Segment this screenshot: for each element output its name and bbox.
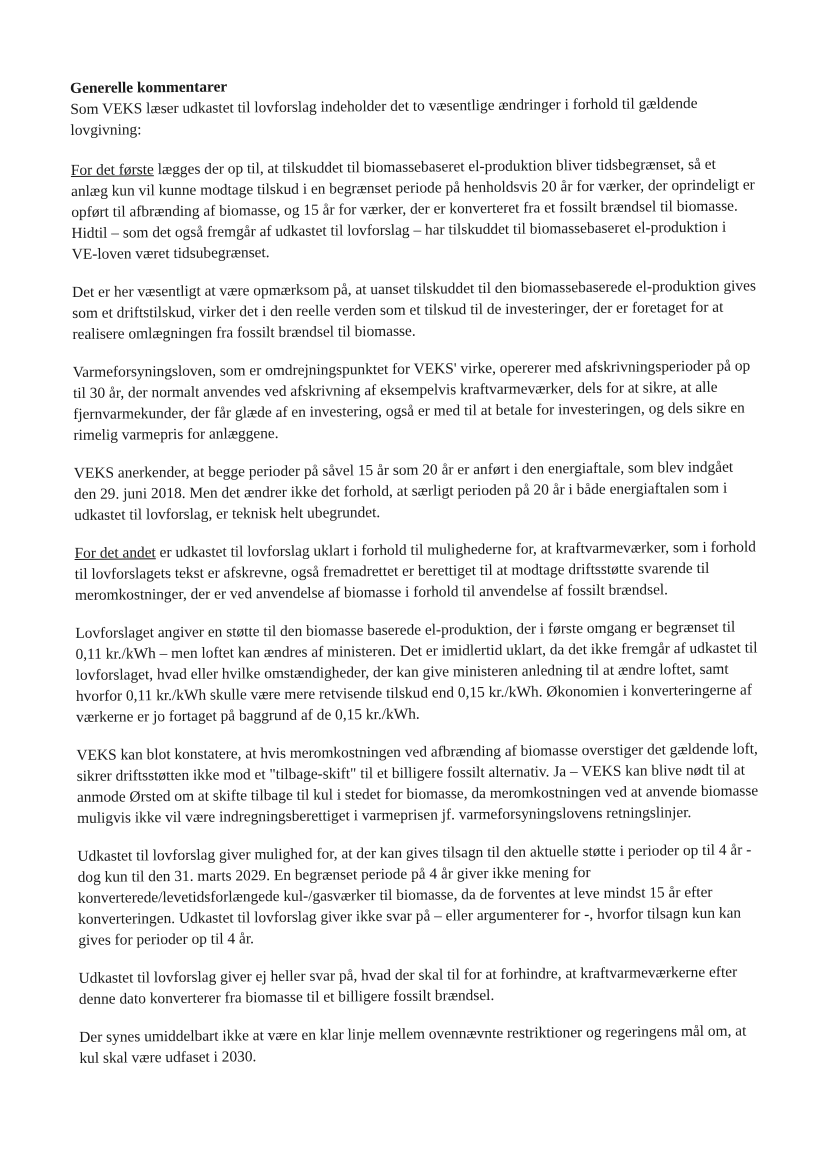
second-point-lead: For det andet	[74, 544, 156, 562]
paragraph-after-date: Udkastet til lovforslag giver ej heller svar på, hvad der skal til for at forhindre, at kraftvarmeværkerne efter denne dato konverterer fra biomasse til et billigere fossilt brændsel.	[78, 963, 738, 1008]
paragraph-fallback-risk: VEKS kan blot konstatere, at hvis meromkostningen ved afbrænding af biomasse overstiger det gældende loft, sikrer driftsstøtten ikke mod et "tilbage-skift" til et billigere fossilt alternativ. Ja – VEKS kan blive nødt til at anmode Ørsted om at skifte tilbage til kul i stedet for biomasse, da meromkostningen ved at anvende biomasse muligvis ikke vil være indregningsberettiget i varmeprisen jf. varmeforsyningslovens retningslinjer.	[76, 740, 759, 827]
section-heading: Generelle kommentarer	[70, 78, 228, 97]
paragraph-coal-phaseout: Der synes umiddelbart ikke at være en klar linje mellem ovennævnte restriktioner og regeringens mål om, at kul skal være udfaset i 2030.	[79, 1022, 747, 1067]
paragraph-energy-agreement: VEKS anerkender, at begge perioder på såvel 15 år som 20 år er anført i den energiaftale, som blev indgået den 29. juni 2018. Men det ændrer ikke det forhold, at særligt perioden på 20 år i både energiaftalen som i udkastet til lovforslag, er teknisk helt ubegrundet.	[73, 458, 734, 524]
paragraph-commitment-period: Udkastet til lovforslag giver mulighed for, at der kan gives tilsagn til den aktuelle støtte i perioder op til 4 år - dog kun til den 31. marts 2029. En begrænset periode på 4 år giver ikke mening for konverterede/levetidsforlængede kul-/gasværker til biomasse, da de forventes at leve mindst 15 år efter konverteringen. Udkastet til lovforslag giver ikke svar på – eller argumenterer for -, hvorfor tilsagn kun kan gives for perioder op til 4 år.	[77, 841, 752, 949]
second-point-text: er udkastet til lovforslag uklart i forhold til mulighederne for, at kraftvarmeværker, som i forhold til lovforslagets tekst er afskrevne, også fremadrettet er berettiget til at modtage driftsstøtte svarende til meromkostninger, der er ved anvendelse af biomasse i forhold til anvendelse af fossilt brændsel.	[74, 538, 756, 604]
paragraph-support-cap: Lovforslaget angiver en støtte til den biomasse baserede el-produktion, der i første omgang er begrænset til 0,11 kr./kWh – men loftet kan ændres af ministeren. Det er imidlertid uklart, da det ikke fremgår af udkastet til lovforslaget, hvad eller hvilke omstændigheder, der kan give ministeren anledning til at ændre loftet, samt hvorfor 0,11 kr./kWh skulle være mere retvisende tilskud end 0,15 kr./kWh. Økonomien i konverteringerne af værkerne er jo fortaget på baggrund af de 0,15 kr./kWh.	[75, 618, 758, 726]
paragraph-operating-subsidy: Det er her væsentligt at være opmærksom på, at uanset tilskuddet til den biomassebaserede el-produktion gives som et driftstilskud, virker det i den reelle verden som et tilskud til de investeringer, der er foretaget for at realisere omlægningen fra fossilt brændsel til biomasse.	[71, 277, 756, 343]
paragraph-heat-supply-act: Varmeforsyningsloven, som er omdrejningspunktet for VEKS' virke, opererer med afskrivningsperioder på op til 30 år, der normalt anvendes ved afskrivning af eksempelvis kraftvarmeværker, dels for at sikre, at alle fjernvarmekunder, der får glæde af en investering, også er med til at betale for investeringen, og dels sikre en rimelig varmepris for anlæggene.	[72, 357, 751, 444]
document-page	[70, 71, 764, 1086]
paragraph-second-point	[74, 536, 759, 606]
first-point-lead: For det første	[70, 161, 154, 179]
intro-paragraph: Som VEKS læser udkastet til lovforslag indeholder det to væsentlige ændringer i forhold til gældende lovgivning:	[70, 94, 698, 139]
first-point-text: lægges der op til, at tilskuddet til biomassebaseret el-produktion bliver tidsbegrænset, så et anlæg kun vil kunne modtage tilskud i en begrænset periode på henholdsvis 20 år for værker, der oprindeligt er opført til afbrænding af biomasse, og 15 år for værker, der er konverteret fra et fossilt brændsel til biomasse. Hidtil – som det også fremgår af udkastet til lovforslag – har tilskuddet til biomassebaseret el-produktion i VE-loven været tidsubegrænset.	[71, 155, 755, 263]
paragraph-first-point	[71, 153, 756, 265]
